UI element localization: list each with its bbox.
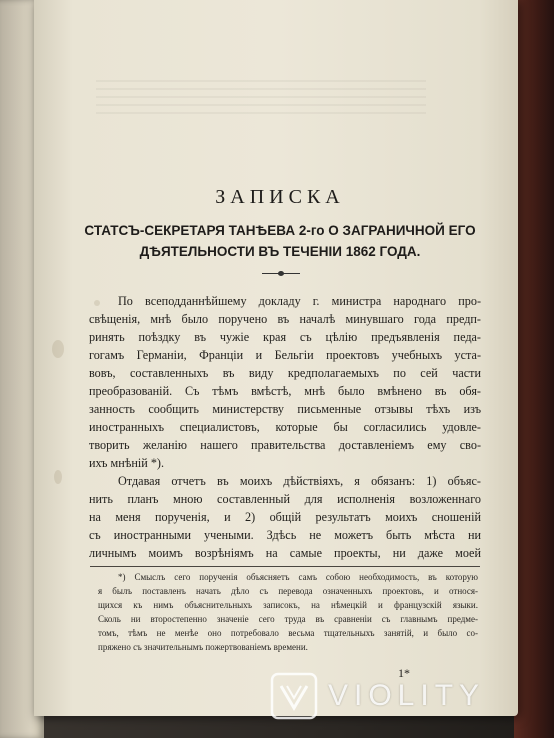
body-line: ринять поѣздку въ чужіе края съ цѣлію предъявленія педа- (89, 330, 481, 344)
footnote-line: *) Смыслъ сего порученія объясняетъ самъ собою необходимость, въ которую (118, 572, 478, 582)
body-line: занность сообщить министерству письменные отзывы тѣхъ изъ (89, 402, 481, 416)
book-cover-edge (514, 0, 554, 738)
footnote-line: томъ, тѣмъ не менѣе оно потребовало весьма тщательныхъ занятій, и было со- (98, 628, 478, 638)
document-title: ЗАПИСКА (215, 186, 345, 208)
footnote-line: Сколь ни второстепенно значеніе сего труда въ сравненіи съ главнымъ предме- (98, 614, 478, 624)
body-line: творить желанію нашего правительства доставленіемъ ему сво- (89, 438, 481, 452)
page-stain (52, 340, 64, 358)
footnote-line: пряжено съ значительнымъ пожертвованіемъ времени. (98, 642, 308, 652)
body-line: ихъ мнѣній *). (89, 456, 165, 470)
body-line: гогамъ Германіи, Франціи и Бельгіи проектовъ учебныхъ уста- (89, 348, 481, 362)
watermark (270, 668, 540, 724)
show-through-text (96, 80, 426, 120)
body-line: нить планъ мною составленный для исполненія возложеннаго (89, 492, 481, 506)
subtitle-line: СТАТСЪ-СЕКРЕТАРЯ ТАНѢЕВА 2-го О ЗАГРАНИЧНОЙ ЕГО (84, 223, 476, 238)
title-divider (262, 273, 300, 274)
body-line: на меня порученія, и 2) общій результатъ моихъ сношеній (89, 510, 481, 524)
footnote-line: я былъ поставленъ начать дѣло съ перевода означенныхъ проектовъ, и относя- (98, 586, 478, 596)
footnote-line: щихся къ нимъ объяснительныхъ записокъ, на нѣмецкій и французскій языки. (98, 600, 478, 610)
body-line: преобразованій. Съ тѣмъ вмѣстѣ, мнѣ было вмѣнено въ обя- (89, 384, 481, 398)
body-line: съ иностранными учеными. Здѣсь не можетъ быть мѣста ни (89, 528, 481, 542)
page-stain (94, 300, 100, 306)
subtitle-line: ДѢЯТЕЛЬНОСТИ ВЪ ТЕЧЕНІИ 1862 ГОДА. (139, 244, 421, 259)
body-line: иностранныхъ специалистовъ, которые бы согласились удовле- (89, 420, 481, 434)
body-line: Отдавая отчетъ въ моихъ дѣйствіяхъ, я обязанъ: 1) объяс- (118, 474, 481, 488)
violity-logo-icon (270, 672, 318, 720)
body-line: вовъ, составленныхъ въ виду кредполагаемыхъ по сей части (89, 366, 481, 380)
footnote-divider (90, 566, 480, 567)
watermark-text: VIOLITY (328, 679, 486, 712)
signature-mark: 1* (398, 666, 410, 680)
body-line: личнымъ моимъ возрѣніямъ на самые проекты, ни даже моей (89, 546, 481, 560)
page-stain (54, 470, 62, 484)
body-line: свѣщенія, мнѣ было поручено въ началѣ минувшаго года предп- (89, 312, 481, 326)
body-line: По всеподданнѣйшему докладу г. министра народнаго про- (118, 294, 481, 308)
